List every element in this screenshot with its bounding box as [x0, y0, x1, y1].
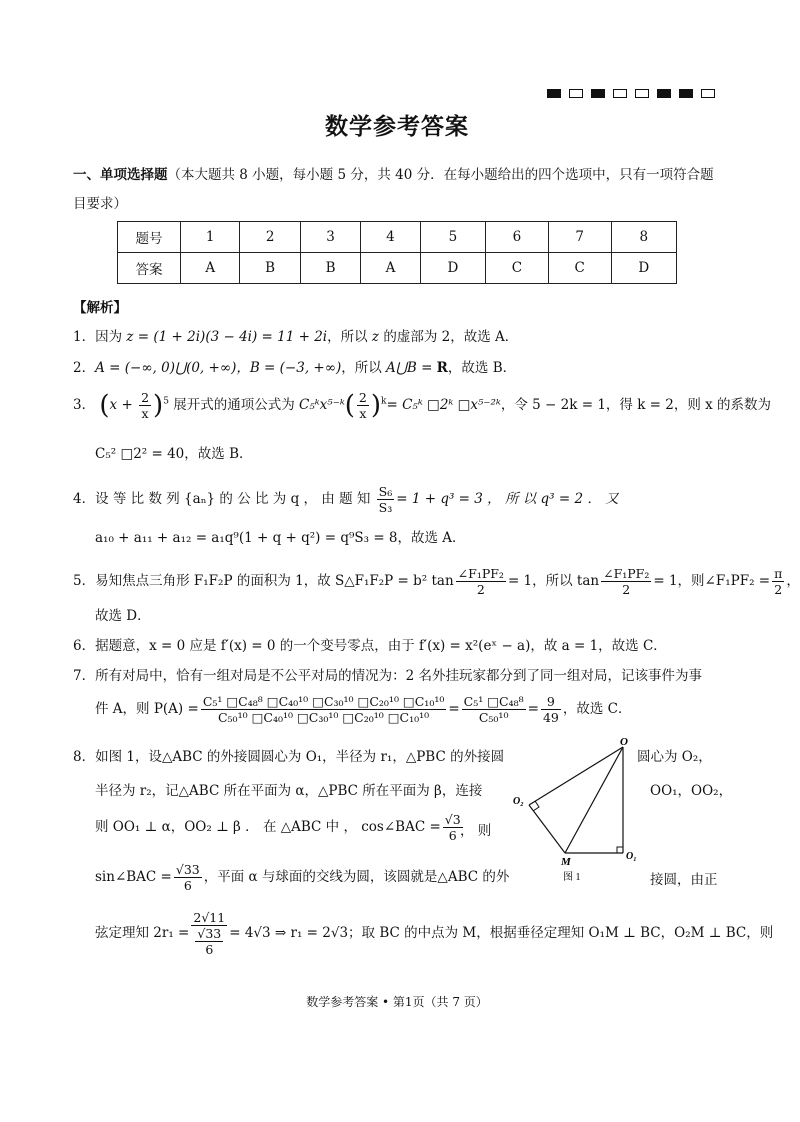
text: ，所以: [341, 360, 387, 376]
denominator: C₅₀¹⁰ □C₄₀¹⁰ □C₃₀¹⁰ □C₂₀¹⁰ □C₁₀¹⁰: [217, 710, 430, 725]
solution-2: [73, 356, 516, 376]
table-cell: 1: [181, 222, 240, 253]
numerator: √33: [175, 862, 200, 877]
text: ，故选 C．: [562, 701, 632, 717]
label-M: M: [561, 856, 571, 868]
table-cell: C: [486, 253, 549, 284]
item-number: 2．: [73, 360, 96, 376]
fraction: [357, 390, 369, 421]
solution-8-line2: 半径为 r₂，记△ABC 所在平面为 α，△PBC 所在平面为 β，连接: [95, 783, 483, 799]
solution-6: [73, 634, 667, 654]
solution-8-line5: [95, 910, 773, 957]
fraction: [201, 694, 447, 725]
item-number: 4．: [73, 491, 96, 507]
text: ，故选 B．: [447, 360, 517, 376]
paren: ): [370, 390, 382, 421]
math: z: [371, 329, 380, 345]
exponent: 5: [163, 396, 169, 407]
denominator: 2: [476, 582, 485, 597]
solution-8-line3-end: ， 则: [460, 823, 492, 839]
table-cell: D: [611, 253, 676, 284]
table-cell: 2: [240, 222, 300, 253]
item-number: 8．: [73, 749, 96, 765]
table-cell: 8: [611, 222, 676, 253]
table-header-cell: 题号: [118, 222, 181, 253]
numerator: π: [774, 566, 783, 581]
text: = 4√3 ⇒ r₁ = 2√3；取 BC 的中点为 M，根据垂径定理知 O₁M ⊥ BC，O₂M ⊥ BC，则: [229, 925, 774, 941]
numerator: C₅¹ □C₄₈⁸ □C₄₀¹⁰ □C₃₀¹⁰ □C₂₀¹⁰ □C₁₀¹⁰: [202, 694, 445, 709]
item-number: 7．: [73, 668, 96, 684]
label-O1: O₁: [626, 851, 637, 862]
denominator: C₅₀¹⁰: [478, 710, 509, 725]
math: A⋃B =: [386, 360, 437, 376]
numerator: ∠F₁PF₂: [457, 566, 504, 581]
segment-OO2: [529, 747, 623, 805]
numerator: 2: [141, 390, 150, 405]
math: R: [436, 360, 448, 376]
label-O: O: [620, 736, 628, 748]
table-cell: A: [361, 253, 420, 284]
text: 的虚部为 2，故选 A．: [379, 329, 519, 345]
solution-3-cont: C₅² □2² = 40，故选 B．: [95, 446, 253, 462]
text: ，令 5 − 2k = 1，得 k = 2，则 x 的系数为: [500, 397, 772, 413]
solution-8-line3: [95, 812, 465, 843]
denominator: 6: [205, 942, 214, 957]
solution-4: [73, 484, 619, 515]
exponent: k: [381, 396, 387, 407]
figure-1: [505, 735, 635, 889]
numerator: ∠F₁PF₂: [603, 566, 650, 581]
denominator: 2: [774, 582, 783, 597]
text: 易知焦点三角形 F₁F₂P 的面积为 1，故 S△F₁F₂P = b² tan: [95, 573, 454, 589]
math: z = (1 + 2i)(3 − 4i) = 11 + 2i: [126, 329, 328, 345]
numerator: C₅¹ □C₄₈⁸: [463, 694, 524, 709]
numerator: S₆: [378, 484, 393, 499]
geometry-diagram: [505, 735, 635, 885]
denominator: 2: [622, 582, 631, 597]
figure-caption: 图 1: [563, 872, 581, 883]
fraction: [174, 862, 202, 893]
table-cell: 6: [486, 222, 549, 253]
text: 件 A，则 P(A) =: [95, 701, 199, 717]
math: C₅ᵏx⁵⁻ᵏ: [299, 397, 345, 413]
text: 因为: [95, 329, 127, 345]
item-number: 5．: [73, 573, 96, 589]
solution-1: [73, 325, 518, 345]
table-cell: 4: [361, 222, 420, 253]
text: 设 等 比 数 列 {aₙ} 的 公 比 为 q ， 由 题 知: [95, 491, 375, 507]
solution-3: [73, 390, 771, 421]
section-title: 一、单项选择题: [73, 167, 168, 183]
denominator: x: [359, 406, 367, 421]
answer-table: [117, 221, 677, 284]
numerator: √3: [444, 812, 461, 827]
solution-5-cont: 故选 D．: [95, 608, 151, 624]
paren: (: [99, 390, 110, 421]
section-desc: （本大题共 8 小题，每小题 5 分，共 40 分．在每小题给出的四个选项中，只有一项符合题目要求）: [73, 167, 714, 212]
page-title: 数学参考答案: [325, 114, 469, 140]
text: 如图 1，设△ABC 的外接圆圆心为 O₁，半径为 r₁，△PBC 的外接圆: [95, 749, 505, 765]
math: x: [109, 397, 118, 413]
text: = 1，所以 tan: [507, 573, 600, 589]
denominator: 6: [183, 878, 192, 893]
numerator: √33: [197, 926, 222, 941]
fraction: [541, 694, 561, 725]
fraction: [462, 694, 526, 725]
section-heading: [73, 161, 723, 219]
solution-8-line4: [95, 862, 509, 893]
solution-8-line4-right: 接圆，由正: [650, 872, 718, 888]
solution-8-right: 圆心为 O₂，: [637, 749, 712, 765]
text: = 1，则∠F₁PF₂ =: [653, 573, 771, 589]
fraction: [601, 566, 651, 597]
solution-7: [73, 664, 702, 684]
paren: ): [153, 390, 164, 421]
text: 所有对局中，恰有一组对局是不公平对局的情况为：2 名外挂玩家都分到了同一组对局，记该事件为事: [95, 668, 702, 684]
text: ，平面 α 与球面的交线为圆，该圆就是△ABC 的外: [203, 869, 510, 885]
header-decoration: [547, 89, 715, 98]
table-cell: 5: [420, 222, 485, 253]
solution-5: [73, 566, 800, 597]
math: = 1 + q³ = 3 ， 所 以 q³ = 2 ． 又: [396, 491, 619, 507]
text: 则 OO₁ ⊥ α，OO₂ ⊥ β ． 在 △ABC 中 ， cos∠BAC =: [95, 819, 441, 835]
item-number: 3．: [73, 397, 96, 413]
segment-OM: [565, 747, 623, 853]
label-O2: O₂: [513, 796, 524, 807]
table-cell: A: [181, 253, 240, 284]
text: ，所以: [327, 329, 372, 345]
table-cell: C: [548, 253, 611, 284]
fraction: [772, 566, 784, 597]
text: 据题意，x = 0 应是 f′(x) = 0 的一个变号零点，由于 f′(x) = x²(eˣ − a)，故 a = 1，故选 C．: [95, 638, 667, 654]
math: +: [117, 397, 138, 413]
table-cell: 7: [548, 222, 611, 253]
fraction: [139, 390, 151, 421]
fraction: [456, 566, 506, 597]
nested-fraction: [193, 926, 225, 957]
table-row: [118, 253, 677, 284]
text: 弦定理知 2r₁ =: [95, 925, 190, 941]
text: 展开式的通项公式为: [173, 397, 300, 413]
table-row: [118, 222, 677, 253]
numerator: 2√11: [191, 910, 227, 926]
math: A = (−∞, 0)⋃(0, +∞)，B = (−3, +∞): [95, 360, 342, 376]
text: sin∠BAC =: [95, 869, 172, 885]
table-cell: D: [420, 253, 485, 284]
solution-8: [73, 745, 504, 765]
math: = C₅ᵏ □2ᵏ □x⁵⁻²ᵏ: [386, 397, 501, 413]
page-footer: 数学参考答案 • 第1页（共 7 页）: [306, 995, 488, 1009]
numerator: 9: [541, 694, 561, 710]
item-number: 1．: [73, 329, 96, 345]
table-header-cell: 答案: [118, 253, 181, 284]
denominator: 49: [542, 710, 559, 725]
solution-7-cont: 件 A，则 P(A) = $\frac{\text{C₅¹ □C₄₈⁸ □C₄₀¹⁰ □C₃₀¹⁰ □C₂₀¹⁰ □C₁₀¹⁰}}{\text{C₅₀¹⁰ □C₄₀¹⁰ □C₃₀¹⁰ □C₂₀¹⁰ □C₁₀¹⁰}}$ = $\frac{\text{C₅¹ □C₄₈⁸}}{\text{C₅₀¹⁰}}$ = $\frac{9}{49}$ ，故选 C．: [95, 694, 632, 725]
denominator: 6: [448, 828, 457, 843]
right-angle-mark: [617, 847, 623, 853]
solution-4-cont: a₁₀ + a₁₁ + a₁₂ = a₁q⁹(1 + q + q²) = q⁹S₃ = 8，故选 A．: [95, 530, 466, 546]
numerator: 2: [358, 390, 367, 405]
table-cell: 3: [300, 222, 360, 253]
fraction: [191, 910, 227, 957]
fraction: [377, 484, 395, 515]
segment-O2M: [529, 805, 565, 853]
solution-8-line2-right: OO₁，OO₂，: [650, 783, 733, 799]
item-number: 6．: [73, 638, 96, 654]
table-cell: B: [240, 253, 300, 284]
denominator: x: [141, 406, 149, 421]
text: ，: [786, 573, 800, 589]
denominator: S₃: [378, 500, 393, 515]
analysis-label: 【解析】: [73, 300, 127, 316]
table-cell: B: [300, 253, 360, 284]
paren: (: [344, 390, 355, 421]
